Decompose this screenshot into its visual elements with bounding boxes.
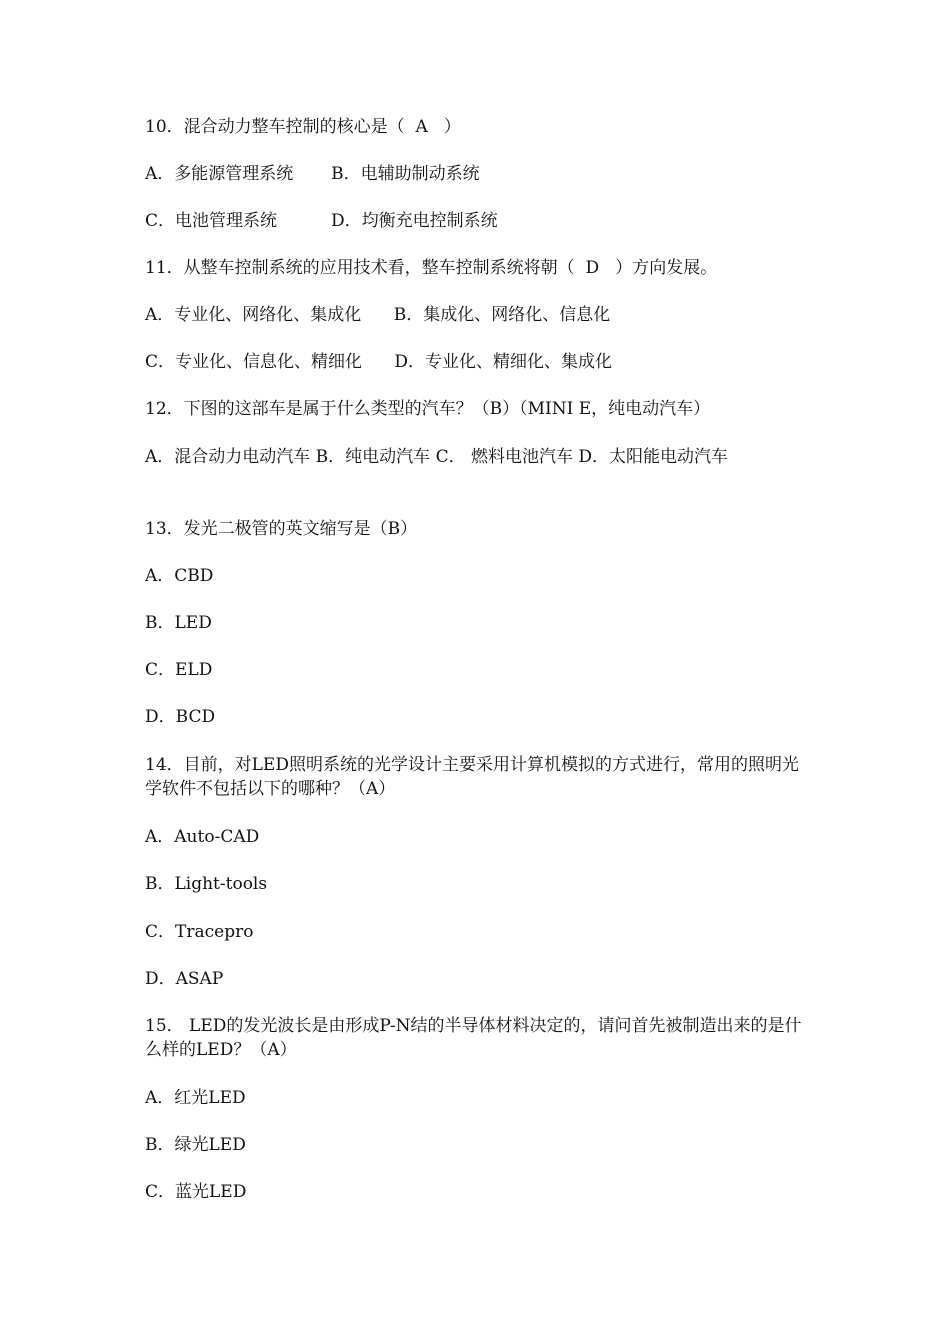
question-12-stem: 12．下图的这部车是属于什么类型的汽车？（B）（MINI E，纯电动汽车） <box>145 399 711 419</box>
question-10-options-ab: A．多能源管理系统 B．电辅助制动系统 <box>145 164 480 184</box>
question-13-option-d: D．BCD <box>145 707 216 727</box>
question-11-options-ab: A．专业化、网络化、集成化 B．集成化、网络化、信息化 <box>145 305 611 325</box>
question-14-stem: 14．目前，对LED照明系统的光学设计主要采用计算机模拟的方式进行，常用的照明光学软件不包括以下的哪种？（A） <box>145 755 799 799</box>
question-14-option-b: B．Light-tools <box>145 874 268 894</box>
question-11-stem: 11．从整车控制系统的应用技术看，整车控制系统将朝（ D ）方向发展。 <box>145 258 718 278</box>
question-13-stem: 13．发光二极管的英文缩写是（B） <box>145 519 418 539</box>
question-10-stem: 10．混合动力整车控制的核心是（ A ） <box>145 117 461 137</box>
question-11-options-cd: C．专业化、信息化、精细化 D．专业化、精细化、集成化 <box>145 352 613 372</box>
question-15-option-c: C．蓝光LED <box>145 1182 247 1202</box>
question-13-option-a: A．CBD <box>145 566 214 586</box>
question-15-option-a: A．红光LED <box>145 1088 246 1108</box>
question-12-options: A．混合动力电动汽车 B．纯电动汽车 C． 燃料电池汽车 D．太阳能电动汽车 <box>145 447 729 467</box>
question-13-option-b: B．LED <box>145 613 212 633</box>
question-13-option-c: C．ELD <box>145 660 213 680</box>
question-15-stem: 15． LED的发光波长是由形成P-N结的半导体材料决定的，请问首先被制造出来的是什么样的LED？（A） <box>145 1016 802 1060</box>
question-15-option-b: B．绿光LED <box>145 1135 246 1155</box>
question-14-option-a: A．Auto-CAD <box>145 827 260 847</box>
question-14-option-c: C．Tracepro <box>145 922 254 942</box>
question-10-options-cd: C．电池管理系统 D．均衡充电控制系统 <box>145 211 498 231</box>
question-14-option-d: D．ASAP <box>145 969 224 989</box>
